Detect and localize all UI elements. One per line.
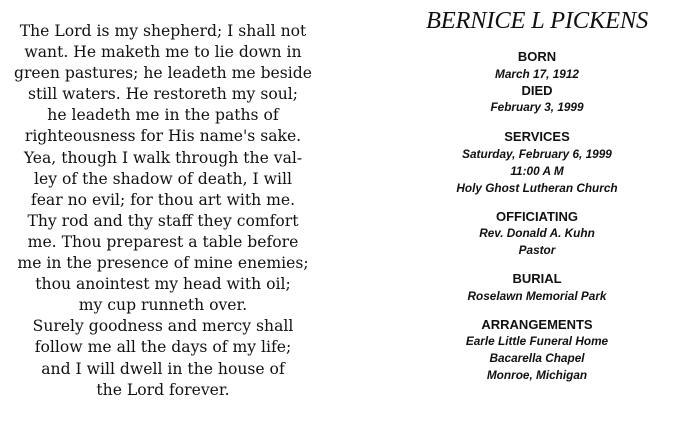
funeral-chapel: Bacarella Chapel (489, 351, 585, 365)
psalm-line: The Lord is my shepherd; I shall not (19, 22, 307, 40)
psalm-line: Thy rod and thy staff they comfort (27, 211, 299, 230)
services-time: 11:00 A M (510, 163, 564, 178)
psalm-line: the Lord forever. (96, 380, 230, 399)
psalm-line: fear no evil; for thou art with me. (30, 190, 296, 209)
born-heading: BORN (517, 49, 557, 64)
psalm-line: my cup runneth over. (78, 296, 248, 315)
funeral-home: Earle Little Funeral Home (465, 334, 609, 348)
officiant-name: Rev. Donald A. Kuhn (479, 226, 595, 240)
died-date: February 3, 1999 (490, 100, 584, 114)
services-heading: SERVICES (504, 129, 570, 144)
arrangements-section (412, 317, 662, 385)
burial-place: Roselawn Memorial Park (467, 288, 607, 303)
officiating-heading: OFFICIATING (495, 208, 579, 224)
arrangements-heading: ARRANGEMENTS (481, 316, 593, 332)
psalm-23-text (8, 21, 318, 401)
deceased-name: BERNICE L PICKENS (425, 7, 649, 34)
psalm-line: he leadeth me in the paths of (47, 106, 279, 125)
psalm-line: green pastures; he leadeth me beside (14, 64, 312, 83)
services-place: Holy Ghost Lutheran Church (456, 180, 618, 195)
psalm-line: ley of the shadow of death, I will (34, 169, 292, 188)
psalm-line: follow me all the days of my life; (34, 338, 292, 357)
officiating-section (412, 209, 662, 260)
psalm-line: still waters. He restoreth my soul; (28, 85, 298, 104)
burial-section (412, 271, 662, 305)
born-section (412, 49, 662, 83)
born-date: March 17, 1912 (495, 66, 579, 81)
officiant-title: Pastor (518, 243, 556, 257)
psalm-line: righteousness for His name's sake. (24, 127, 302, 146)
burial-heading: BURIAL (512, 271, 562, 286)
died-section (412, 83, 662, 117)
died-heading: DIED (521, 82, 553, 98)
services-date: Saturday, February 6, 1999 (462, 146, 612, 161)
psalm-line: Surely goodness and mercy shall (32, 317, 294, 336)
psalm-line: want. He maketh me to lie down in (24, 43, 302, 62)
psalm-line: and I will dwell in the house of (41, 359, 285, 378)
psalm-line: me. Thou preparest a table before (27, 232, 299, 251)
obituary-details (412, 6, 662, 384)
psalm-line: me in the presence of mine enemies; (17, 254, 309, 273)
funeral-city: Monroe, Michigan (486, 368, 588, 382)
psalm-line: thou anointest my head with oil; (35, 275, 291, 294)
psalm-line: Yea, though I walk through the val- (23, 148, 303, 167)
services-section (412, 129, 662, 197)
